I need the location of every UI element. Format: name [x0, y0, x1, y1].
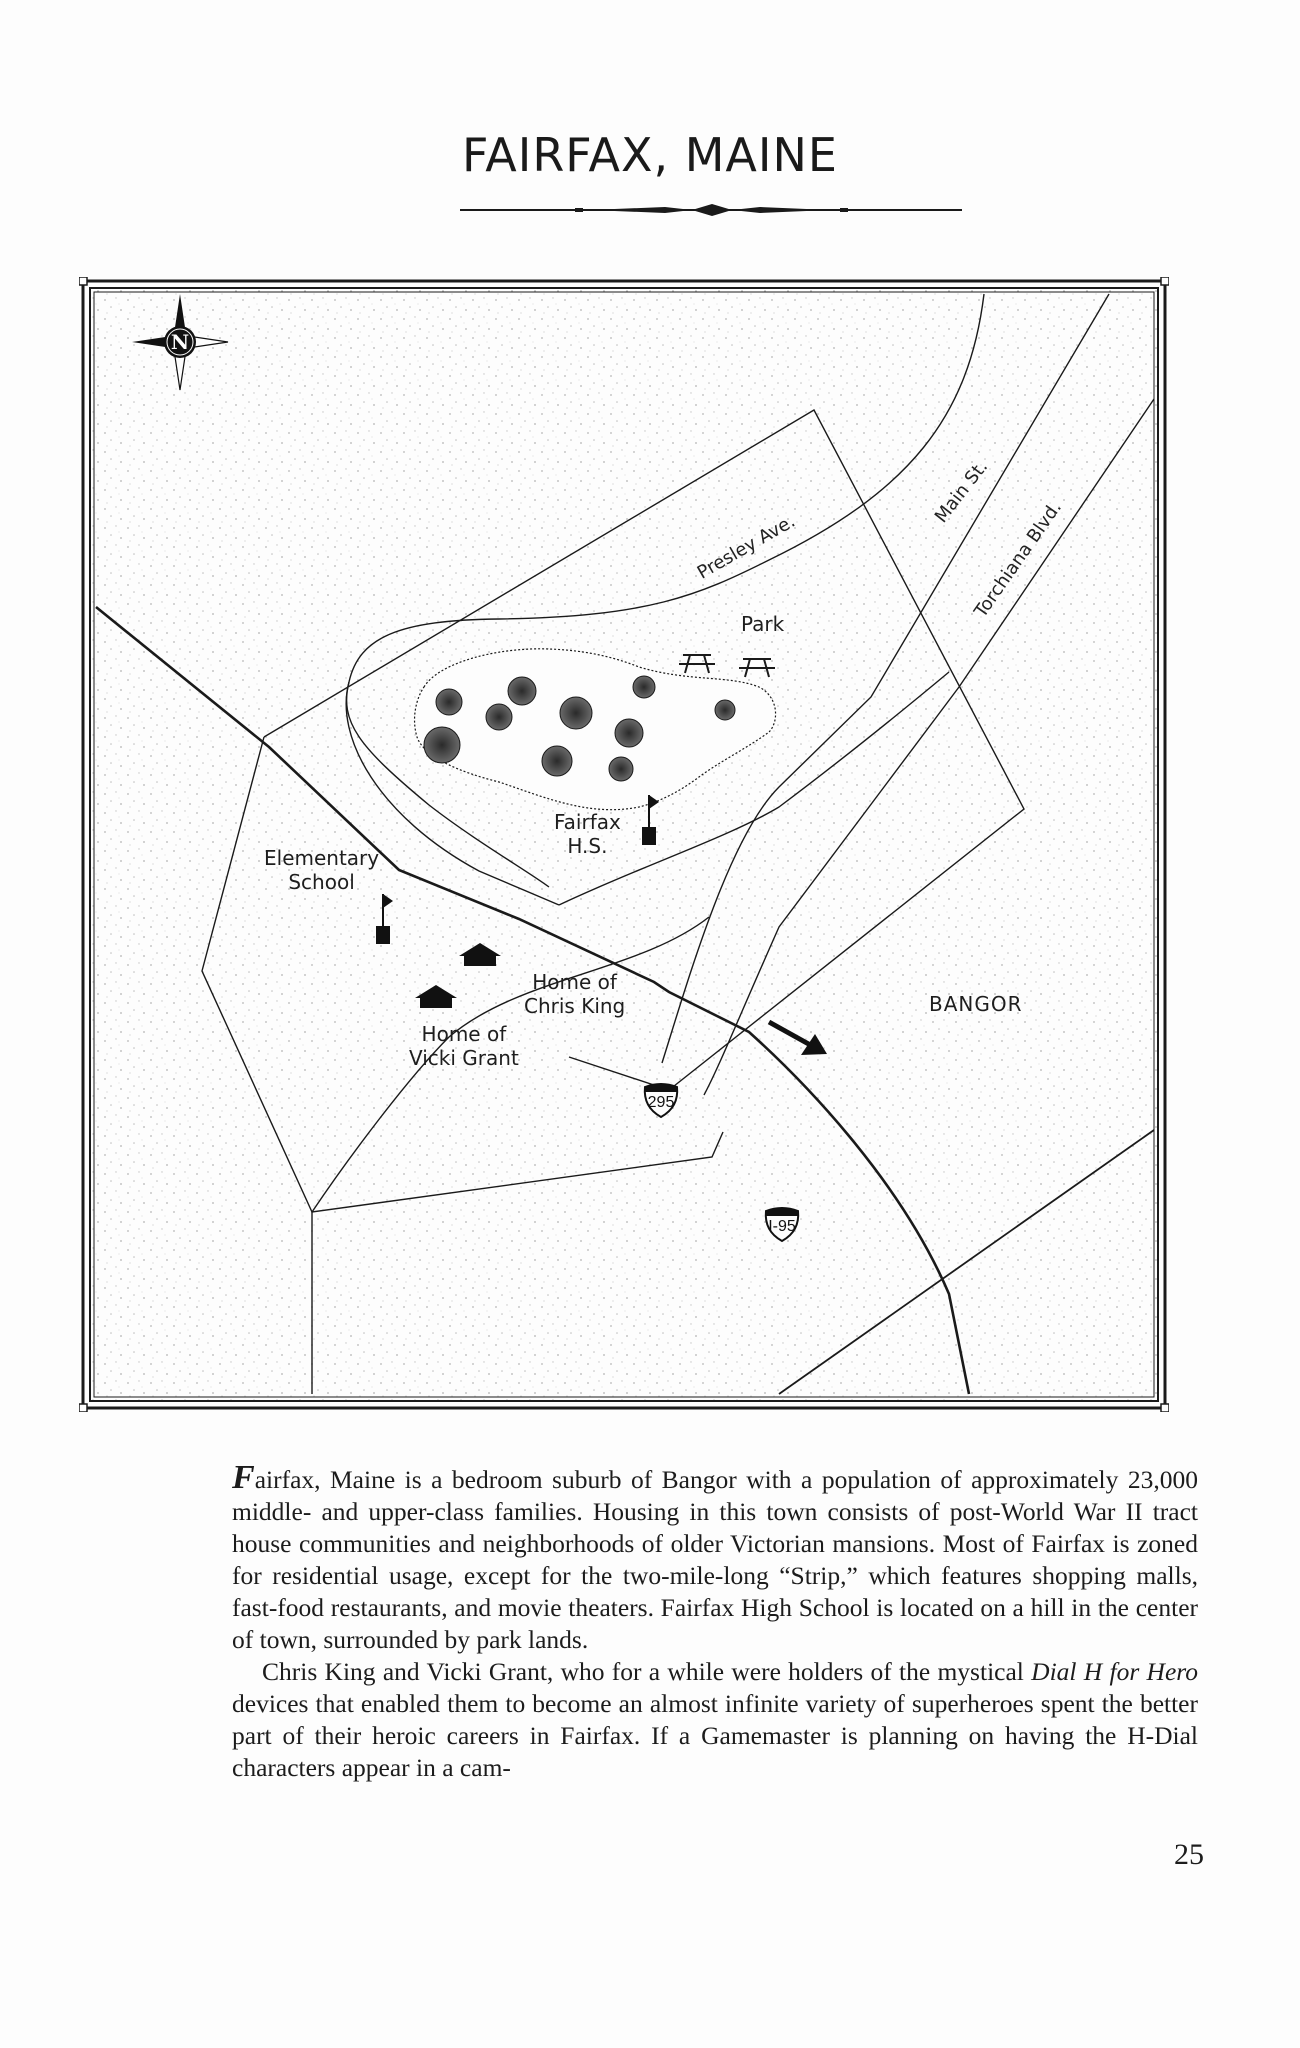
vicki-home-line1: Home of — [421, 1022, 507, 1046]
high-school-label — [554, 810, 621, 858]
elementary-label-line1: Elementary — [264, 846, 380, 870]
town-map — [79, 277, 1169, 1412]
page-title: FAIRFAX, MAINE — [462, 128, 838, 182]
paragraph-1-text: airfax, Maine is a bedroom suburb of Bangor with a population of approximately 23,000 middle- and upper-class families. Housing in this town consists of post-World War II tract house communities and neighborhoods of older Victorian mansions. Most of Fairfax is zoned for residential usage, except for the two-mile-long “Strip,” which features shopping malls, fast-food restaurants, and movie theaters. Fairfax High School is located on a hill in the center of town, surrounded by park lands. — [232, 1465, 1198, 1654]
svg-text:295: 295 — [647, 1094, 675, 1111]
presley-ave-label: Presley Ave. — [693, 510, 799, 584]
drop-cap: F — [232, 1459, 255, 1496]
compass-letter: N — [170, 330, 190, 354]
chris-home-line2: Chris King — [524, 994, 626, 1018]
paragraph-2-text-b: devices that enabled them to become an almost infinite variety of superheroes spent the better part of their heroic careers in Fairfax. If a Gamemaster is planning on having the H-Dial characters appear in a cam- — [232, 1689, 1198, 1782]
high-school-label-line2: H.S. — [567, 834, 608, 858]
title-divider — [460, 198, 962, 222]
paragraph-2-text-a: Chris King and Vicki Grant, who for a while were holders of the mystical — [262, 1657, 1032, 1686]
svg-text:I-95: I-95 — [768, 1218, 796, 1235]
map-drawing — [79, 277, 1169, 1412]
paragraph-2-italic: Dial H for Hero — [1031, 1657, 1198, 1686]
paragraph-2 — [232, 1656, 1198, 1784]
chris-home-line1: Home of — [532, 970, 617, 994]
bangor-label: BANGOR — [929, 992, 1023, 1016]
page-number: 25 — [1174, 1838, 1204, 1871]
vicki-home-label — [409, 1022, 519, 1070]
elementary-label-line2: School — [288, 870, 355, 894]
paragraph-1 — [232, 1459, 1198, 1656]
torchiana-blvd-label: Torchiana Blvd. — [970, 497, 1066, 622]
park-label: Park — [741, 612, 785, 636]
high-school-label-line1: Fairfax — [554, 810, 621, 834]
vicki-home-line2: Vicki Grant — [409, 1046, 519, 1070]
main-st-label: Main St. — [930, 456, 993, 527]
chris-home-label — [524, 970, 625, 1018]
body-text — [232, 1459, 1198, 1784]
elementary-school-label — [264, 846, 379, 894]
